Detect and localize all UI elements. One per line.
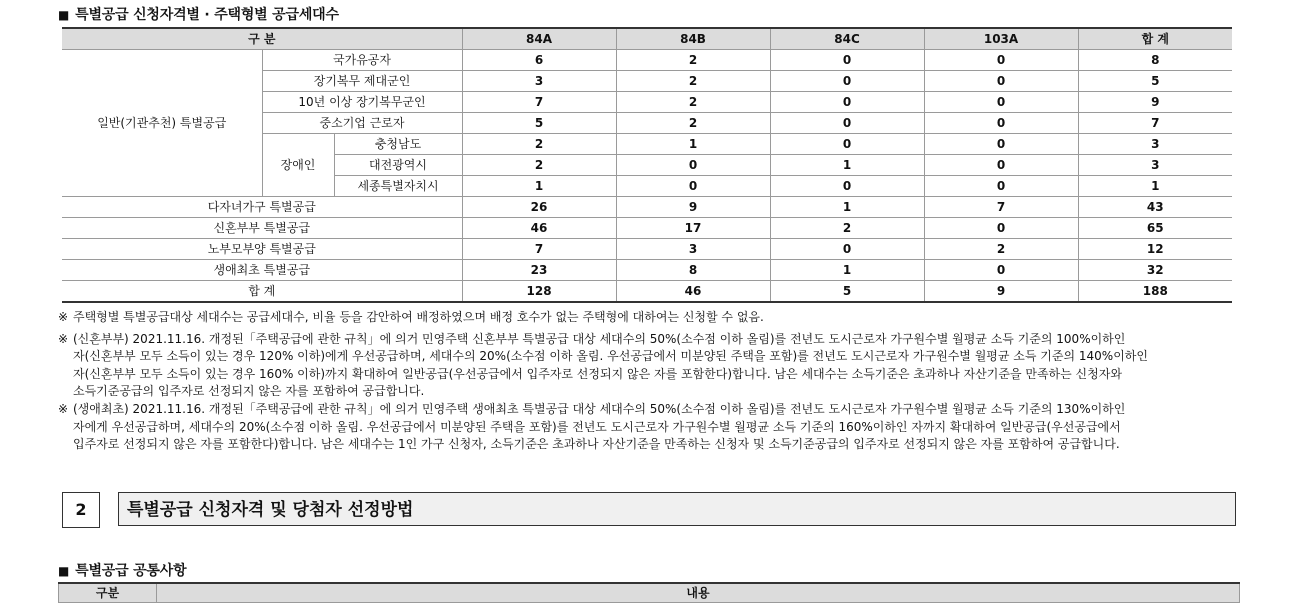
header-category: 구 분 xyxy=(62,28,462,50)
row-label: 세종특별자치시 xyxy=(334,176,462,197)
cell-value: 3 xyxy=(1078,155,1232,176)
note-line: (생애최초) 2021.11.16. 개정된「주택공급에 관한 규칙」에 의거 민영주택 생애최초 특별공급 대상 세대수의 50%(소수점 이하 올림)를 전년도 도시근로자 가구원수별 월평균 소득 기준의 130%이하인 xyxy=(73,401,1126,416)
cell-value: 2 xyxy=(770,218,924,239)
cell-value: 3 xyxy=(616,239,770,260)
table-row xyxy=(62,260,1232,281)
note-line: 자(신혼부부 모두 소득이 있는 경우 120% 이하)에게 우선공급하며, 세대수의 20%(소수점 이하 올림. 우선공급에서 미분양된 주택을 포함)를 전년도 도시근로자 가구원수별 월평균 소득 기준의 140%이하인 xyxy=(73,349,1148,364)
table-row xyxy=(62,50,1232,71)
total-value: 128 xyxy=(462,281,616,303)
note-allocation: ※ 주택형별 특별공급대상 세대수는 공급세대수, 비율 등을 감안하여 배정하였으며 배정 호수가 없는 주택형에 대하여는 신청할 수 없음. xyxy=(58,309,1258,327)
row-label: 충청남도 xyxy=(334,134,462,155)
header-84c: 84C xyxy=(770,28,924,50)
table-row xyxy=(62,239,1232,260)
note-line: 소득기준공급의 입주자로 선정되지 않은 자를 포함하여 공급합니다. xyxy=(73,384,425,399)
cell-value: 65 xyxy=(1078,218,1232,239)
section-2-header xyxy=(62,492,1238,528)
cell-value: 0 xyxy=(924,260,1078,281)
cell-value: 0 xyxy=(770,176,924,197)
row-label: 신혼부부 특별공급 xyxy=(62,218,462,239)
table-row xyxy=(62,197,1232,218)
cell-value: 8 xyxy=(616,260,770,281)
note-first-time xyxy=(58,401,1258,454)
cell-value: 7 xyxy=(924,197,1078,218)
cell-value: 0 xyxy=(924,134,1078,155)
cell-value: 7 xyxy=(1078,113,1232,134)
cell-value: 0 xyxy=(924,113,1078,134)
cell-value: 1 xyxy=(770,197,924,218)
section-title-supply: ■ 특별공급 신청자격별 · 주택형별 공급세대수 xyxy=(58,7,339,23)
note-line: 입주자로 선정되지 않은 자를 포함한다)합니다. 남은 세대수는 1인 가구 신청자, 소득기준은 초과하나 자산기준을 만족하는 신청자 및 소득기준공급의 입주자로 선정되지 않은 자를 포함하여 공급합니다. xyxy=(73,437,1120,452)
cell-value: 0 xyxy=(924,92,1078,113)
cell-value: 17 xyxy=(616,218,770,239)
row-label: 노부모부양 특별공급 xyxy=(62,239,462,260)
cell-value: 26 xyxy=(462,197,616,218)
row-label: 다자녀가구 특별공급 xyxy=(62,197,462,218)
note-newlywed xyxy=(58,331,1258,401)
cell-value: 0 xyxy=(616,155,770,176)
cell-value: 1 xyxy=(462,176,616,197)
row-label: 대전광역시 xyxy=(334,155,462,176)
cell-value: 0 xyxy=(924,71,1078,92)
reference-mark-icon: ※ xyxy=(58,310,69,324)
cell-value: 0 xyxy=(924,176,1078,197)
total-value: 9 xyxy=(924,281,1078,303)
header-84b: 84B xyxy=(616,28,770,50)
cell-value: 2 xyxy=(462,155,616,176)
cell-value: 0 xyxy=(770,92,924,113)
row-label: 중소기업 근로자 xyxy=(262,113,462,134)
row-label: 장기복무 제대군인 xyxy=(262,71,462,92)
note-line: 자에게 우선공급하며, 세대수의 20%(소수점 이하 올림. 우선공급에서 미분양된 주택을 포함)를 전년도 도시근로자 가구원수별 월평균 소득 기준의 160%이하인 자까지 확대하여 일반공급(우선공급에서 xyxy=(73,419,1121,434)
section-title-common: ■ 특별공급 공통사항 xyxy=(58,563,187,579)
header-content: 내용 xyxy=(157,583,1240,603)
cell-value: 1 xyxy=(1078,176,1232,197)
note-line: 자(신혼부부 모두 소득이 있는 경우 160% 이하)까지 확대하여 일반공급(우선공급에서 입주자로 선정되지 않은 자를 포함한다)합니다. 남은 세대수는 소득기준은 초과하나 자산기준을 만족하는 신청자와 xyxy=(73,366,1122,381)
table-header-row xyxy=(62,28,1232,50)
cell-value: 9 xyxy=(616,197,770,218)
square-bullet-icon: ■ xyxy=(58,8,70,22)
square-bullet-icon: ■ xyxy=(58,564,70,578)
header-category: 구분 xyxy=(59,583,157,603)
cell-value: 43 xyxy=(1078,197,1232,218)
header-total: 합 계 xyxy=(1078,28,1232,50)
cell-value: 2 xyxy=(462,134,616,155)
cell-value: 5 xyxy=(462,113,616,134)
header-84a: 84A xyxy=(462,28,616,50)
cell-value: 46 xyxy=(462,218,616,239)
total-value: 188 xyxy=(1078,281,1232,303)
cell-value: 2 xyxy=(616,113,770,134)
cell-value: 1 xyxy=(770,260,924,281)
total-value: 5 xyxy=(770,281,924,303)
reference-mark-icon: ※ xyxy=(58,401,69,416)
cell-value: 0 xyxy=(770,113,924,134)
cell-value: 7 xyxy=(462,92,616,113)
cell-value: 0 xyxy=(770,134,924,155)
cell-value: 2 xyxy=(616,50,770,71)
common-table xyxy=(58,582,1240,603)
header-103a: 103A xyxy=(924,28,1078,50)
cell-value: 2 xyxy=(616,71,770,92)
cell-value: 2 xyxy=(924,239,1078,260)
table-header-row xyxy=(59,583,1240,603)
cell-value: 7 xyxy=(462,239,616,260)
cell-value: 0 xyxy=(924,218,1078,239)
row-label: 국가유공자 xyxy=(262,50,462,71)
table-total-row xyxy=(62,281,1232,303)
cell-value: 0 xyxy=(770,71,924,92)
cell-value: 1 xyxy=(616,134,770,155)
cell-value: 8 xyxy=(1078,50,1232,71)
cell-value: 9 xyxy=(1078,92,1232,113)
cell-value: 23 xyxy=(462,260,616,281)
notes xyxy=(58,309,1258,454)
row-label: 생애최초 특별공급 xyxy=(62,260,462,281)
row-label: 10년 이상 장기복무군인 xyxy=(262,92,462,113)
table-row xyxy=(62,218,1232,239)
total-label: 합 계 xyxy=(62,281,462,303)
note-line: (신혼부부) 2021.11.16. 개정된「주택공급에 관한 규칙」에 의거 민영주택 신혼부부 특별공급 대상 세대수의 50%(소수점 이하 올림)를 전년도 도시근로자 가구원수별 월평균 소득 기준의 100%이하인 xyxy=(73,331,1126,346)
cell-value: 0 xyxy=(924,155,1078,176)
cell-value: 32 xyxy=(1078,260,1232,281)
cell-value: 2 xyxy=(616,92,770,113)
row-group-general: 일반(기관추천) 특별공급 xyxy=(62,50,262,197)
cell-value: 1 xyxy=(770,155,924,176)
supply-table xyxy=(62,27,1232,303)
cell-value: 5 xyxy=(1078,71,1232,92)
total-value: 46 xyxy=(616,281,770,303)
cell-value: 12 xyxy=(1078,239,1232,260)
cell-value: 0 xyxy=(616,176,770,197)
cell-value: 0 xyxy=(924,50,1078,71)
section-number: 2 xyxy=(62,492,100,528)
cell-value: 3 xyxy=(1078,134,1232,155)
row-group-disabled: 장애인 xyxy=(262,134,334,197)
cell-value: 6 xyxy=(462,50,616,71)
cell-value: 0 xyxy=(770,239,924,260)
cell-value: 3 xyxy=(462,71,616,92)
section-2-title: 특별공급 신청자격 및 당첨자 선정방법 xyxy=(118,492,1236,526)
cell-value: 0 xyxy=(770,50,924,71)
reference-mark-icon: ※ xyxy=(58,331,69,346)
